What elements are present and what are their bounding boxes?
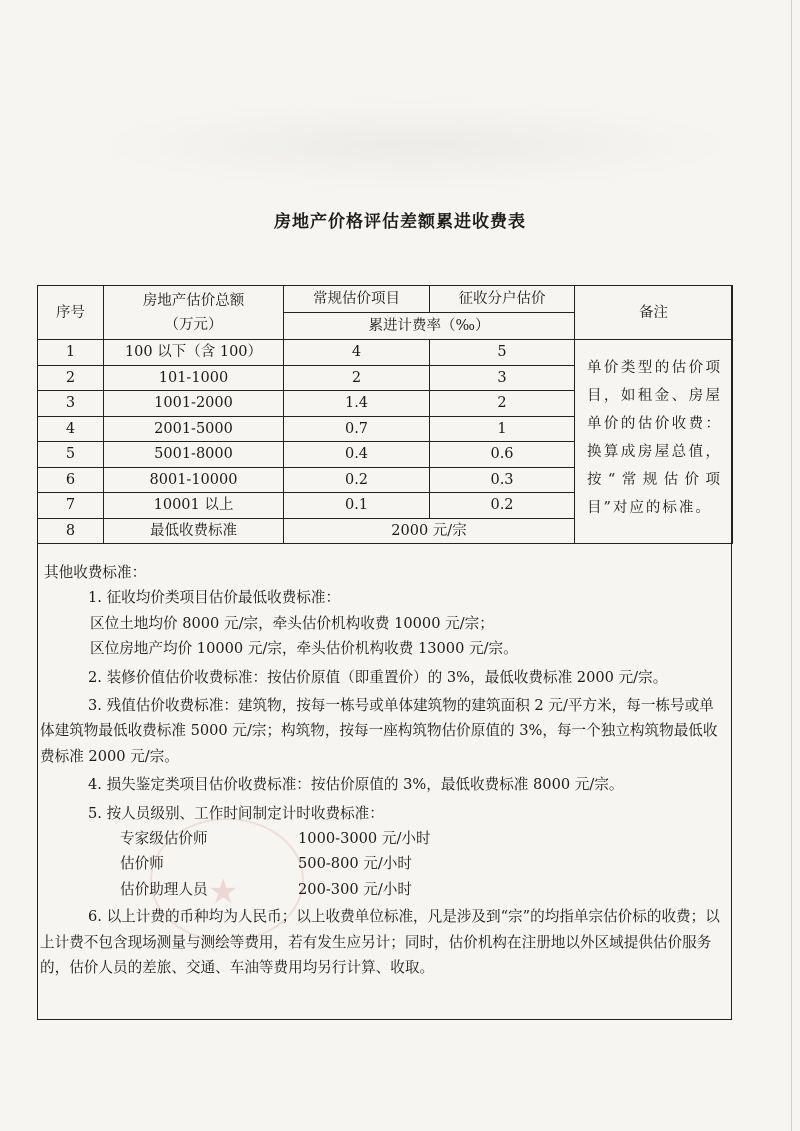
row-range: 2001-5000 [104, 416, 284, 442]
row-regular-rate: 2 [284, 365, 430, 391]
row-regular-rate: 0.2 [284, 467, 430, 493]
staff-rate-row [40, 877, 722, 902]
header-remark: 备注 [575, 286, 733, 340]
note-item-3: 3. 残值估价收费标准：建筑物，按每一栋号或单体建筑物的建筑面积 2 元/平方米，每一栋号或单体建筑物最低收费标准 5000 元/宗；构筑物，按每一座构筑物估价原值的 3%，每一个独立构筑物最低收费标准 2000 元/宗。 [40, 697, 718, 765]
header-acquisition: 征收分户估价 [430, 286, 575, 313]
row-index: 3 [38, 391, 104, 417]
header-total-line1: 房地产估价总额 [142, 292, 245, 309]
row-regular-rate: 1.4 [284, 391, 430, 417]
staff-rate-row [40, 851, 722, 876]
row-index: 4 [38, 416, 104, 442]
row-index: 5 [38, 442, 104, 468]
staff-rate-row [40, 826, 722, 851]
staff-role: 专家级估价师 [120, 830, 208, 848]
note-item-2: 2. 装修价值估价收费标准：按估价原值（即重置价）的 3%，最低收费标准 2000 元/宗。 [88, 668, 668, 686]
notes-heading: 其他收费标准： [44, 564, 147, 581]
header-regular: 常规估价项目 [284, 286, 430, 313]
row-acquisition-rate: 0.2 [430, 493, 575, 519]
row-regular-rate: 4 [284, 340, 430, 366]
show-through-smudge [95, 100, 735, 190]
header-index: 序号 [38, 286, 104, 340]
table-row [38, 340, 733, 366]
staff-fee: 500-800 元/小时 [298, 855, 412, 873]
row-acquisition-rate: 0.6 [430, 442, 575, 468]
row-range: 5001-8000 [104, 442, 284, 468]
row-index: 2 [38, 365, 104, 391]
header-rate: 累进计费率（‰） [284, 313, 575, 340]
header-total-line2: （万元） [164, 316, 223, 333]
page-edge-line [791, 0, 792, 1131]
staff-role: 估价师 [120, 855, 164, 873]
staff-fee: 1000-3000 元/小时 [298, 830, 431, 848]
row-index: 6 [38, 467, 104, 493]
row-range: 1001-2000 [104, 391, 284, 417]
staff-fee: 200-300 元/小时 [298, 880, 412, 898]
row-min-value: 2000 元/宗 [284, 518, 575, 544]
note-item-5: 5. 按人员级别、工作时间制定计时收费标准： [88, 804, 384, 822]
row-regular-rate: 0.4 [284, 442, 430, 468]
fee-table [37, 285, 733, 544]
note-item-4: 4. 损失鉴定类项目估价收费标准：按估价原值的 3%，最低收费标准 8000 元/宗。 [88, 776, 624, 794]
staff-role: 估价助理人员 [120, 880, 208, 898]
remark-note: 单价类型的估价项目，如租金、房屋单价的估价收费：换算成房屋总值，按“常规估价项目”对应的标准。 [575, 340, 733, 544]
row-range: 101-1000 [104, 365, 284, 391]
note-item-1: 1. 征收均价类项目估价最低收费标准： [88, 589, 341, 607]
header-total [104, 286, 284, 340]
row-range: 10001 以上 [104, 493, 284, 519]
row-regular-rate: 0.1 [284, 493, 430, 519]
row-acquisition-rate: 2 [430, 391, 575, 417]
row-index: 7 [38, 493, 104, 519]
row-index: 8 [38, 518, 104, 544]
row-min-label: 最低收费标准 [104, 518, 284, 544]
row-acquisition-rate: 5 [430, 340, 575, 366]
row-range: 100 以下（含 100） [104, 340, 284, 366]
note-item-1a: 区位土地均价 8000 元/宗，牵头估价机构收费 10000 元/宗； [90, 614, 494, 632]
row-range: 8001-10000 [104, 467, 284, 493]
row-index: 1 [38, 340, 104, 366]
row-regular-rate: 0.7 [284, 416, 430, 442]
other-fee-notes [40, 560, 722, 981]
row-acquisition-rate: 1 [430, 416, 575, 442]
note-item-1b: 区位房地产均价 10000 元/宗，牵头估价机构收费 13000 元/宗。 [90, 640, 518, 658]
seal-star-icon: ★ [208, 872, 239, 912]
row-acquisition-rate: 3 [430, 365, 575, 391]
document-title: 房地产价格评估差额累进收费表 [274, 212, 526, 232]
row-acquisition-rate: 0.3 [430, 467, 575, 493]
note-item-6: 6. 以上计费的币种均为人民币；以上收费单位标准，凡是涉及到“宗”的均指单宗估价标的收费；以上计费不包含现场测量与测绘等费用，若有发生应另计；同时，估价机构在注册地以外区域提供估价服务的，估价人员的差旅、交通、车油等费用均另行计算、收取。 [40, 908, 720, 977]
